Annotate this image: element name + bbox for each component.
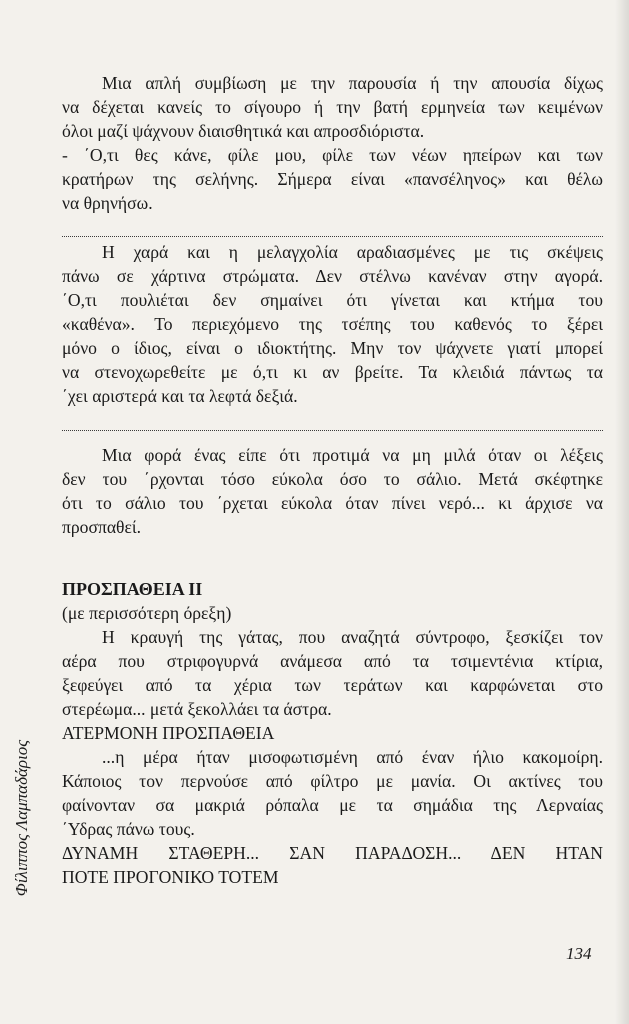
author-name-vertical: Φίλιππος Λαμπαδάριος [12,739,31,897]
section-subheading: (με περισσότερη όρεξη) [62,603,232,623]
text-line: Η κραυγή της γάτας, που αναζητά σύντροφο, ξεσκίζει τον [102,627,603,647]
text-line: Μια απλή συμβίωση με την παρουσία ή την απουσία δίχως [102,73,603,93]
text-line: ξεφεύγει από τα χέρια των τεράτων και καρφώνεται στο [62,675,603,695]
text-line: ότι το σάλιο του ΄ρχεται εύκολα όταν πίνει νερό... κι άρχισε να [62,493,603,513]
text-line: να στενοχωρεθείτε με ό,τι κι αν βρείτε. Τα κλειδιά πάντως τα [62,362,603,382]
text-line: Η χαρά και η μελαγχολία αραδιασμένες με τις σκέψεις [102,242,603,262]
text-line: πάνω σε χάρτινα στρώματα. Δεν στέλνω κανέναν στην αγορά. [62,266,603,286]
page-edge-shadow [615,0,629,1024]
text-line: ΄Ο,τι πουλιέται δεν σημαίνει ότι γίνεται και κτήμα του [62,290,603,310]
text-line: «καθένα». Το περιεχόμενο της τσέπης του καθενός το ξέρει [62,314,603,334]
text-line: Κάποιος τον περνούσε από φίλτρο με μανία. Οι ακτίνες του [62,771,603,791]
text-line: ...η μέρα ήταν μισοφωτισμένη από έναν ήλιο κακομοίρη. [102,747,603,767]
dotted-separator [62,236,603,237]
caps-line: ΑΤΕΡΜΟΝΗ ΠΡΟΣΠΑΘΕΙΑ [62,723,275,743]
text-line: προσπαθεί. [62,517,141,537]
text-line: Μια φορά ένας είπε ότι προτιμά να μη μιλά όταν οι λέξεις [102,445,603,465]
text-line: μόνο ο ίδιος, είναι ο ιδιοκτήτης. Μην τον ψάχνετε γιατί μπορεί [62,338,603,358]
text-line: στερέωμα... μετά ξεκολλάει τα άστρα. [62,699,332,719]
closing-line: ΠΟΤΕ ΠΡΟΓΟΝΙΚΟ ΤΟΤΕΜ [62,867,279,887]
text-line: δεν του ΄ρχονται τόσο εύκολα όσο το σάλιο. Μετά σκέφτηκε [62,469,603,489]
text-line: κρατήρων της σελήνης. Σήμερα είναι «πανσέληνος» και θέλω [62,169,603,189]
section-heading: ΠΡΟΣΠΑΘΕΙΑ ΙΙ [62,579,203,599]
text-line: φαίνονταν σα μακριά ρόπαλα με τα σημάδια της Λερναίας [62,795,603,815]
text-line: ΄χει αριστερά και τα λεφτά δεξιά. [62,386,298,406]
text-line: όλοι μαζί ψάχνουν διαισθητικά και απροσδιόριστα. [62,121,425,141]
text-line: να δέχεται κανείς το σίγουρο ή την βατή ερμηνεία των κειμένων [62,97,603,117]
text-line: αέρα που στριφογυρνά ανάμεσα από τα τσιμεντένια κτίρια, [62,651,603,671]
page-number: 134 [566,944,592,963]
closing-line: ΔΥΝΑΜΗ ΣΤΑΘΕΡΗ... ΣΑΝ ΠΑΡΑΔΟΣΗ... ΔΕΝ ΗΤΑΝ [62,843,603,863]
dotted-separator [62,430,603,431]
text-line: - ΄Ο,τι θες κάνε, φίλε μου, φίλε των νέων ηπείρων και των [62,145,603,165]
text-line: ΄Υδρας πάνω τους. [62,819,195,839]
text-line: να θρηνήσω. [62,193,153,213]
